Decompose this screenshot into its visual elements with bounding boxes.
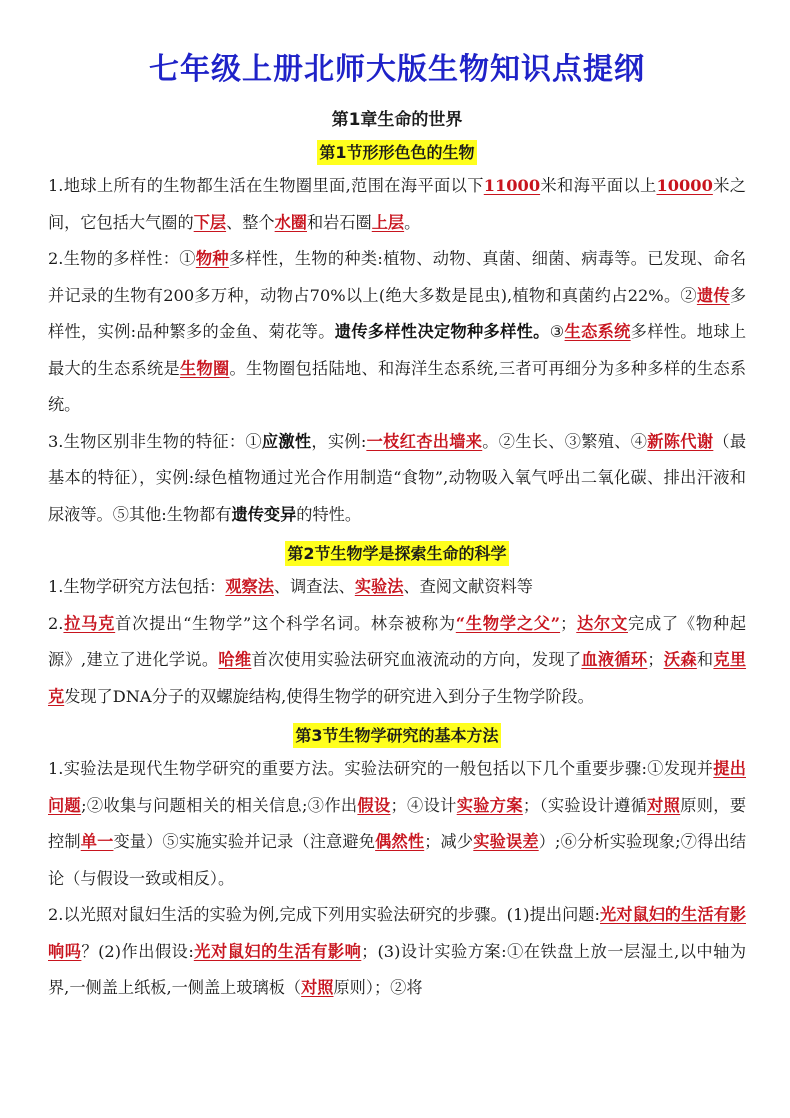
document-body: [48, 138, 746, 1007]
text-run: ？(2)作出假设:: [81, 941, 194, 961]
key-term: 偶然性: [375, 832, 425, 851]
text-run: 多样性，生物的种类:植物、动物、真菌、细菌、病毒等。已发现、命名并记录的生物有200多万种，动物占70%以上(绝大多数是昆虫),植物和真菌约占22%。②: [48, 249, 747, 305]
section-heading-text: 第2节生物学是探索生命的科学: [285, 541, 508, 566]
text-run: 2.生物的多样性：①: [48, 249, 196, 268]
text-run: 2.以光照对鼠妇生活的实验为例,完成下列用实验法研究的步骤。(1)提出问题:: [48, 905, 600, 924]
text-run: 多样性，实例:品种繁多的金鱼、菊花等。: [48, 285, 746, 341]
paragraph: [48, 241, 746, 424]
text-run: 原则，要控制: [48, 795, 747, 851]
text-run: 和岩石圈: [307, 212, 372, 232]
text-run: 首次提出“生物学”这个科学名词。林奈被称为: [115, 613, 456, 633]
section-heading: [48, 721, 746, 751]
text-run: 。②生长、③繁殖、④: [482, 431, 648, 451]
text-run: 、调查法、: [273, 577, 355, 596]
text-run: 1.地球上所有的生物都生活在生物圈里面,范围在海平面以下: [48, 176, 484, 195]
key-term: 新陈代谢: [647, 431, 714, 451]
paragraph: [48, 569, 746, 606]
bold-term: 应激性: [261, 431, 312, 451]
key-term: 拉马克: [63, 613, 116, 633]
text-run: 、查阅文献资料等: [403, 577, 533, 596]
key-term: 生物圈: [179, 358, 230, 378]
section-heading: [48, 539, 746, 569]
text-run: 、整个: [226, 212, 275, 232]
text-run: 首次使用实验法研究血液流动的方向，发现了: [251, 650, 582, 669]
text-run: ；: [647, 650, 664, 669]
key-term: 沃森: [663, 650, 697, 669]
section-heading: [48, 138, 746, 168]
paragraph: [48, 606, 746, 716]
text-run: 发现了DNA分子的双螺旋结构,使得生物学的研究进入到分子生物学阶段。: [64, 686, 594, 706]
text-run: 原则）；②将: [333, 978, 423, 997]
text-run: 1.实验法是现代生物学研究的重要方法。实验法研究的一般包括以下几个重要步骤:①发现并: [48, 759, 714, 778]
bold-term: 遗传变异: [231, 504, 297, 524]
text-run: 。生物圈包括陆地、和海洋生态系统,三者可再细分为多种多样的生态系统。: [48, 358, 747, 414]
key-term: 对照: [301, 978, 334, 997]
key-term: 血液循环: [581, 650, 648, 669]
key-term: 下层: [193, 212, 227, 232]
text-run: ；: [560, 613, 577, 633]
paragraph: [48, 424, 746, 534]
key-term: 上层: [371, 212, 405, 232]
key-term: 生态系统: [564, 322, 631, 341]
key-term: 实验误差: [473, 832, 539, 851]
key-term: 遗传: [696, 285, 730, 305]
text-run: 和: [696, 650, 714, 669]
text-run: 完成了《物种起源》,建立了进化学说。: [48, 613, 747, 669]
text-run: ;②收集与问题相关的相关信息;③作出: [81, 795, 358, 815]
chapter-title: 第1章生命的世界: [331, 110, 463, 130]
paragraph: [48, 168, 746, 241]
document-title: 七年级上册北师大版生物知识点提纲: [149, 52, 645, 87]
key-term: “生物学之父”: [455, 613, 561, 633]
text-run: ；(3)设计实验方案:①在铁盘上放一层湿土,以中轴为界,一侧盖上纸板,一侧盖上玻璃板（: [48, 941, 747, 997]
text-run: 变量）⑤实施实验并记录（注意避免: [113, 832, 376, 851]
paragraph: [48, 897, 746, 1007]
text-run: 的特性。: [296, 504, 362, 524]
key-term: 对照: [647, 795, 681, 815]
text-run: 多样性。地球上最大的生态系统是: [48, 322, 747, 378]
key-term: 水圈: [274, 212, 307, 232]
key-term: 达尔文: [576, 613, 628, 633]
text-run: 。: [404, 212, 421, 232]
key-term: 观察法: [225, 577, 274, 596]
key-term: 提出问题: [48, 759, 746, 815]
key-term: 一枝红杏出墙来: [366, 431, 483, 451]
key-term: 11000: [483, 176, 541, 195]
text-run: ；④设计: [390, 795, 457, 815]
text-run: 米和海平面以上: [540, 176, 657, 195]
section-heading-text: 第3节生物学研究的基本方法: [293, 723, 500, 748]
text-run: ）;⑥分析实验现象;⑦得出结论（与假设一致或相反）。: [48, 832, 747, 888]
key-term: 光对鼠妇的生活有影响吗: [48, 905, 746, 961]
text-run: 1.生物学研究方法包括：: [48, 577, 226, 596]
text-run: 2.: [48, 613, 64, 633]
key-term: 假设: [357, 795, 391, 815]
text-run: ；减少: [424, 832, 474, 851]
text-run: （最基本的特征），实例:绿色植物通过光合作用制造“食物”,动物吸入氧气呼出二氧化碳、排出汗液和尿液等。⑤其他:生物都有: [48, 431, 747, 524]
key-term: 单一: [80, 832, 114, 851]
key-term: 实验方案: [456, 795, 523, 815]
text-run: 米之间，它包括大气圈的: [48, 176, 746, 232]
text-run: 3.生物区别非生物的特征：①: [48, 431, 262, 451]
bold-term: 遗传多样性决定物种多样性。: [334, 322, 550, 341]
text-run: ③: [549, 322, 565, 341]
key-term: 哈维: [218, 650, 252, 669]
key-term: 光对鼠妇的生活有影响: [193, 941, 362, 961]
section-heading-text: 第1节形形色色的生物: [317, 140, 476, 165]
key-term: 克里克: [48, 650, 747, 706]
text-run: ；（实验设计遵循: [522, 795, 648, 815]
key-term: 10000: [656, 176, 713, 195]
key-term: 实验法: [354, 577, 404, 596]
paragraph: [48, 751, 746, 897]
key-term: 物种: [195, 249, 229, 268]
text-run: ，实例:: [311, 431, 367, 451]
